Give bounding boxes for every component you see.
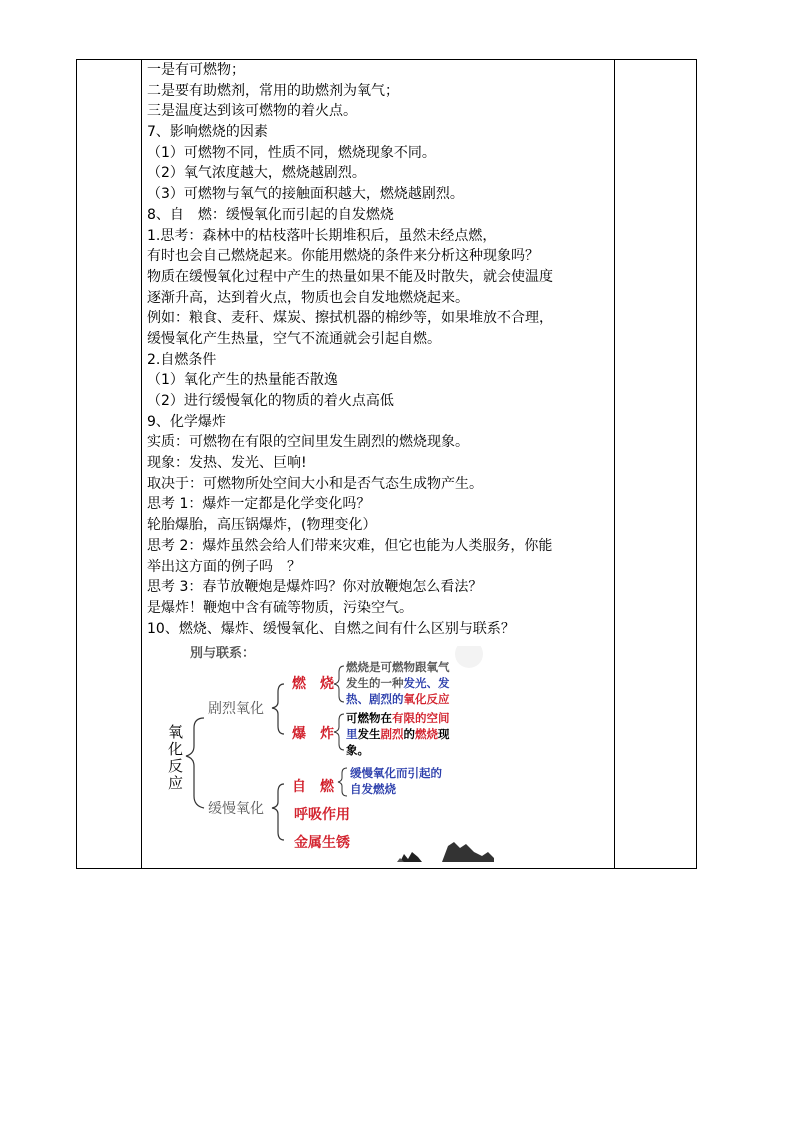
vigorous-oxidation-label: 剧烈氧化 bbox=[208, 701, 264, 717]
combustion-label: 燃 烧 bbox=[292, 676, 334, 692]
text-line: （3）可燃物与氧气的接触面积越大，燃烧越剧烈。 bbox=[147, 186, 464, 203]
explosion-label: 爆 炸 bbox=[292, 726, 334, 742]
text-line: 三是温度达到该可燃物的着火点。 bbox=[147, 103, 357, 120]
text-line: 一是有可燃物； bbox=[147, 62, 245, 78]
lesson-content bbox=[147, 60, 612, 639]
text-line: 实质：可燃物在有限的空间里发生剧烈的燃烧现象。 bbox=[147, 434, 469, 451]
text-line: 现象：发热、发光、巨响! bbox=[147, 455, 307, 472]
text-line: 二是要有助燃剂，常用的助燃剂为氧气； bbox=[147, 82, 399, 99]
text-line: 思考 3：春节放鞭炮是爆炸吗？你对放鞭炮怎么看法？ bbox=[147, 579, 483, 596]
slow-oxidation-label: 缓慢氧化 bbox=[208, 801, 264, 817]
text-line: 9、化学爆炸 bbox=[147, 413, 226, 430]
text-line: 逐渐升高，达到着火点，物质也会自发地燃烧起来。 bbox=[147, 289, 469, 306]
text-line: 思考 2：爆炸虽然会给人们带来灾难，但它也能为人类服务，你能 bbox=[147, 537, 553, 554]
background-blot bbox=[455, 646, 483, 668]
root-brace bbox=[186, 718, 204, 808]
column-divider-right bbox=[614, 60, 615, 868]
text-line: （2）氧气浓度越大，燃烧越剧烈。 bbox=[147, 165, 366, 182]
ink-mountain-decoration bbox=[442, 842, 494, 862]
text-line: 物质在缓慢氧化过程中产生的热量如果不能及时散失，就会使温度 bbox=[147, 268, 553, 285]
text-line: 例如：粮食、麦秆、煤炭、擦拭机器的棉纱等，如果堆放不合理， bbox=[147, 310, 553, 327]
combustion-definition: 燃烧是可燃物跟氧气 发生的一种发光、发 热、剧烈的氧化反应 bbox=[346, 660, 450, 706]
text-line: 举出这方面的例子吗 ？ bbox=[147, 558, 301, 575]
text-line: 是爆炸！鞭炮中含有硫等物质，污染空气。 bbox=[147, 599, 413, 616]
text-line: 思考 1：爆炸一定都是化学变化吗？ bbox=[147, 496, 371, 513]
explosion-brace bbox=[334, 714, 344, 750]
text-line: 1.思考：森林中的枯枝落叶长期堆积后，虽然未经点燃， bbox=[147, 227, 497, 244]
vigorous-brace bbox=[272, 684, 284, 734]
text-line: （1）可燃物不同，性质不同，燃烧现象不同。 bbox=[147, 144, 436, 161]
spontaneous-brace bbox=[338, 768, 347, 796]
text-line: 轮胎爆胎，高压锅爆炸，(物理变化） bbox=[147, 517, 377, 534]
oxidation-diagram bbox=[142, 646, 494, 862]
spontaneous-label: 自 燃 bbox=[292, 779, 334, 795]
text-line: 有时也会自己燃烧起来。你能用燃烧的条件来分析这种现象吗？ bbox=[147, 248, 539, 265]
text-line: （1）氧化产生的热量能否散逸 bbox=[147, 372, 338, 389]
text-line: （2）进行缓慢氧化的物质的着火点高低 bbox=[147, 393, 394, 409]
diagram-header: 別与联系： bbox=[190, 646, 256, 661]
spontaneous-definition: 缓慢氧化而引起的 自发燃烧 bbox=[350, 766, 442, 796]
root-label: 氧 化 反 应 bbox=[168, 723, 184, 792]
combustion-brace bbox=[334, 666, 344, 702]
rust-label: 金属生锈 bbox=[294, 835, 350, 851]
text-line: 2.自燃条件 bbox=[147, 351, 217, 368]
text-line: 取决于：可燃物所处空间大小和是否气态生成物产生。 bbox=[147, 475, 483, 492]
text-line: 缓慢氧化产生热量，空气不流通就会引起自燃。 bbox=[147, 330, 441, 347]
text-line: 10、燃烧、爆炸、缓慢氧化、自燃之间有什么区别与联系？ bbox=[147, 620, 515, 637]
slow-brace bbox=[272, 784, 284, 840]
ink-mountain-decoration bbox=[400, 852, 422, 862]
respiration-label: 呼吸作用 bbox=[294, 807, 350, 823]
explosion-definition: 可燃物在有限的空间 里发生剧烈的燃烧现 象。 bbox=[346, 711, 450, 757]
text-line: 8、自 燃：缓慢氧化而引起的自发燃烧 bbox=[147, 206, 394, 223]
text-line: 7、影响燃烧的因素 bbox=[147, 124, 268, 141]
